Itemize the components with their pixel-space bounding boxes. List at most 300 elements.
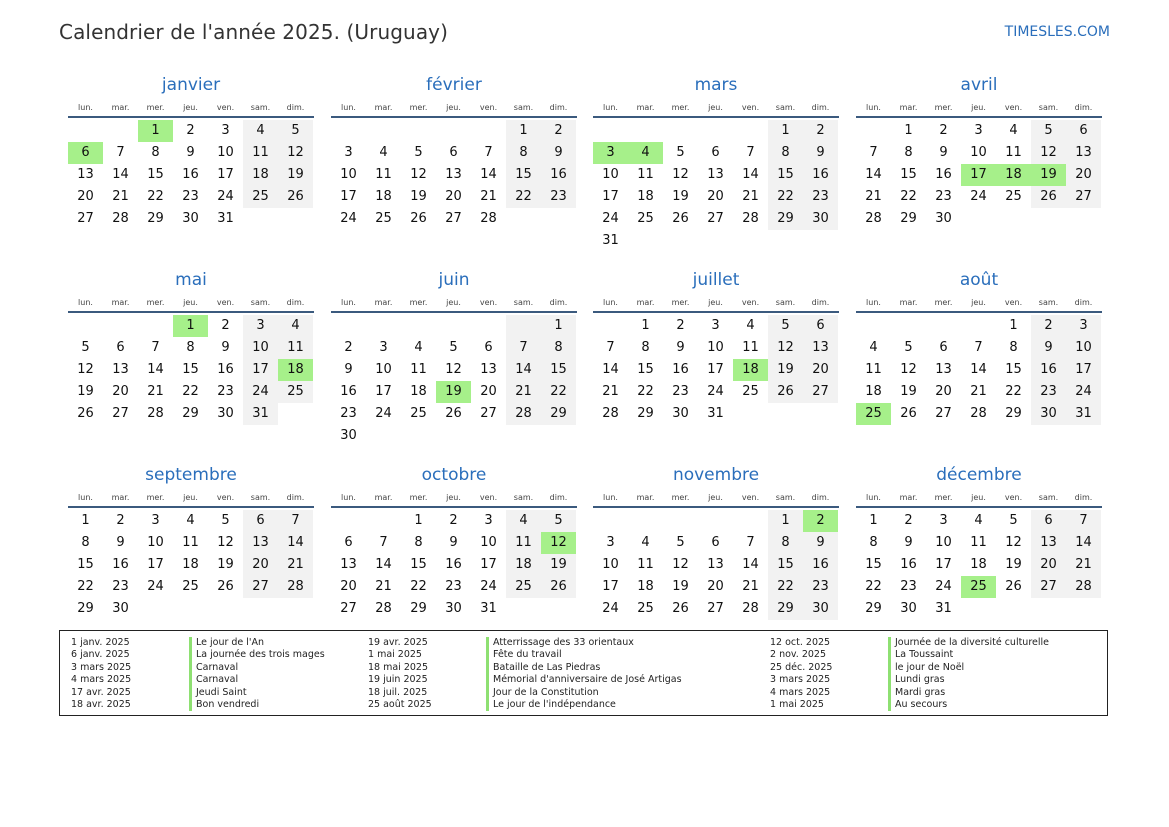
day-cell: 13	[77, 167, 94, 182]
weekday-label: ven.	[479, 103, 498, 112]
day-cell: 9	[186, 145, 195, 160]
brand-link[interactable]: TIMESLES.COM	[1004, 24, 1110, 40]
day-cell: 17	[602, 189, 619, 204]
day-cell: 27	[1066, 186, 1101, 208]
day-cell: 22	[768, 186, 803, 208]
month-block	[593, 269, 839, 425]
day-cell: 26	[900, 406, 917, 421]
legend-row	[71, 662, 325, 674]
day-cell: 15	[768, 554, 803, 576]
weekday-label: sam.	[775, 298, 796, 307]
day-cell: 17	[707, 362, 724, 377]
day-cell: 18	[243, 164, 278, 186]
weekday-label: jeu.	[446, 298, 461, 307]
day-cell: 24	[602, 211, 619, 226]
month-block	[856, 74, 1102, 230]
day-cell: 17	[1066, 359, 1101, 381]
day-cell: 8	[541, 337, 576, 359]
day-cell: 4	[746, 318, 755, 333]
holiday-day: 3	[593, 142, 628, 164]
day-cell: 29	[410, 601, 427, 616]
day-cell: 26	[541, 576, 576, 598]
day-cell: 12	[217, 535, 234, 550]
holiday-date: 18 mai 2025	[368, 661, 429, 673]
day-cell: 2	[541, 120, 576, 142]
day-cell: 24	[1066, 381, 1101, 403]
legend-row	[770, 674, 1049, 686]
month-name: juin	[438, 270, 470, 290]
weekday-label: mar.	[899, 493, 918, 502]
weekday-label: sam.	[1038, 103, 1059, 112]
day-cell: 12	[900, 362, 917, 377]
weekday-label: lun.	[78, 298, 93, 307]
day-cell: 10	[217, 145, 234, 160]
day-cell: 27	[935, 406, 952, 421]
day-cell: 29	[865, 601, 882, 616]
day-cell: 8	[81, 535, 90, 550]
holiday-name: Carnaval	[189, 674, 238, 686]
day-cell: 29	[637, 406, 654, 421]
day-cell: 18	[506, 554, 541, 576]
day-cell: 29	[77, 601, 94, 616]
day-cell: 23	[1031, 381, 1066, 403]
day-cell: 10	[970, 145, 987, 160]
holiday-name: Bataille de Las Piedras	[486, 662, 600, 674]
day-cell: 17	[147, 557, 164, 572]
day-cell: 29	[1005, 406, 1022, 421]
empty-cell	[506, 315, 541, 337]
holiday-date: 4 mars 2025	[71, 674, 132, 686]
day-cell: 12	[672, 167, 689, 182]
day-cell: 8	[869, 535, 878, 550]
day-cell: 27	[243, 576, 278, 598]
day-cell: 18	[182, 557, 199, 572]
empty-cell	[471, 315, 506, 337]
day-cell: 29	[541, 403, 576, 425]
holiday-day: 6	[68, 142, 103, 164]
day-cell: 9	[904, 535, 913, 550]
holiday-name: Bon vendredi	[189, 699, 259, 711]
day-cell: 5	[541, 510, 576, 532]
day-cell: 28	[147, 406, 164, 421]
empty-cell	[366, 510, 401, 532]
day-cell: 12	[672, 557, 689, 572]
weekday-label: jeu.	[446, 493, 461, 502]
day-cell: 22	[637, 384, 654, 399]
holiday-day: 19	[436, 381, 471, 403]
day-cell: 11	[1005, 145, 1022, 160]
empty-cell	[436, 120, 471, 142]
day-cell: 1	[768, 120, 803, 142]
day-cell: 13	[803, 337, 838, 359]
holiday-name: La Toussaint	[888, 649, 953, 661]
day-cell: 19	[900, 384, 917, 399]
weekday-label: sam.	[1038, 298, 1059, 307]
weekday-label: sam.	[250, 493, 271, 502]
weekday-header	[856, 490, 1102, 508]
month-block	[68, 269, 314, 425]
day-cell: 28	[602, 406, 619, 421]
day-cell: 11	[970, 535, 987, 550]
weekday-label: mar.	[899, 103, 918, 112]
day-cell: 23	[900, 579, 917, 594]
day-cell: 16	[541, 164, 576, 186]
day-cell: 2	[803, 120, 838, 142]
day-cell: 16	[803, 554, 838, 576]
holiday-date: 3 mars 2025	[770, 674, 831, 686]
day-cell: 9	[541, 142, 576, 164]
day-cell: 5	[768, 315, 803, 337]
day-cell: 6	[449, 145, 458, 160]
day-cell: 8	[768, 142, 803, 164]
day-cell: 2	[1031, 315, 1066, 337]
day-cell: 23	[445, 579, 462, 594]
day-cell: 11	[375, 167, 392, 182]
day-cell: 13	[445, 167, 462, 182]
month-name: mars	[694, 75, 738, 95]
weekday-label: jeu.	[708, 298, 723, 307]
day-cell: 15	[541, 359, 576, 381]
day-cell: 26	[672, 211, 689, 226]
holiday-day: 25	[961, 576, 996, 598]
day-cell: 13	[707, 557, 724, 572]
holiday-date: 1 mai 2025	[368, 649, 422, 661]
day-cell: 30	[1031, 403, 1066, 425]
legend-row	[368, 674, 682, 686]
day-cell: 1	[1009, 318, 1018, 333]
empty-cell	[628, 510, 663, 532]
day-cell: 30	[900, 601, 917, 616]
legend-row	[770, 687, 1049, 699]
day-cell: 21	[506, 381, 541, 403]
day-cell: 25	[506, 576, 541, 598]
weekday-label: lun.	[603, 103, 618, 112]
day-cell: 30	[445, 601, 462, 616]
day-cell: 15	[1005, 362, 1022, 377]
day-cell: 25	[1005, 189, 1022, 204]
day-cell: 4	[379, 145, 388, 160]
month-name: novembre	[672, 465, 760, 485]
legend-row	[71, 637, 325, 649]
month-name: septembre	[145, 465, 237, 485]
weekday-label: sam.	[775, 103, 796, 112]
weekday-label: lun.	[603, 298, 618, 307]
weekday-label: ven.	[1004, 493, 1023, 502]
day-cell: 26	[278, 186, 313, 208]
day-cell: 3	[1066, 315, 1101, 337]
day-cell: 7	[506, 337, 541, 359]
day-cell: 31	[602, 233, 619, 248]
weekday-label: dim.	[1074, 298, 1093, 307]
day-cell: 14	[742, 167, 759, 182]
day-cell: 20	[935, 384, 952, 399]
day-cell: 1	[641, 318, 650, 333]
holiday-date: 4 mars 2025	[770, 686, 831, 698]
day-cell: 24	[243, 381, 278, 403]
holiday-day: 4	[628, 142, 663, 164]
weekday-label: mer.	[146, 103, 165, 112]
day-cell: 14	[602, 362, 619, 377]
holiday-name: Le jour de l'indépendance	[486, 699, 616, 711]
weekday-label: mer.	[409, 103, 428, 112]
day-cell: 27	[445, 211, 462, 226]
day-cell: 17	[217, 167, 234, 182]
day-cell: 18	[410, 384, 427, 399]
weekday-label: jeu.	[708, 103, 723, 112]
holiday-name: Au secours	[888, 699, 947, 711]
month-name: mai	[175, 270, 207, 290]
holiday-date: 17 avr. 2025	[71, 686, 131, 698]
holiday-date: 1 mai 2025	[770, 698, 824, 710]
day-cell: 28	[112, 211, 129, 226]
holiday-day: 1	[138, 120, 173, 142]
empty-cell	[366, 120, 401, 142]
legend-row	[770, 662, 1049, 674]
day-cell: 15	[410, 557, 427, 572]
day-cell: 13	[935, 362, 952, 377]
day-cell: 27	[707, 211, 724, 226]
day-cell: 11	[637, 557, 654, 572]
day-grid	[331, 510, 577, 620]
month-block	[856, 464, 1102, 620]
holiday-date: 18 avr. 2025	[71, 698, 131, 710]
day-cell: 14	[278, 532, 313, 554]
holiday-day: 12	[541, 532, 576, 554]
holiday-day: 1	[173, 315, 208, 337]
weekday-label: ven.	[1004, 103, 1023, 112]
day-cell: 16	[672, 362, 689, 377]
day-cell: 9	[676, 340, 685, 355]
day-cell: 4	[414, 340, 423, 355]
weekday-label: ven.	[216, 493, 235, 502]
day-cell: 23	[182, 189, 199, 204]
day-cell: 21	[375, 579, 392, 594]
weekday-label: ven.	[479, 493, 498, 502]
holiday-date: 25 août 2025	[368, 698, 432, 710]
day-cell: 5	[676, 535, 685, 550]
day-cell: 22	[768, 576, 803, 598]
day-cell: 4	[1009, 123, 1018, 138]
weekday-header	[856, 295, 1102, 313]
day-cell: 28	[1066, 576, 1101, 598]
month-block	[68, 74, 314, 230]
day-cell: 2	[676, 318, 685, 333]
legend-row	[368, 662, 682, 674]
day-cell: 7	[974, 340, 983, 355]
holiday-day: 17	[961, 164, 996, 186]
day-cell: 15	[865, 557, 882, 572]
legend-row	[368, 649, 682, 661]
day-cell: 3	[243, 315, 278, 337]
day-cell: 17	[340, 189, 357, 204]
month-block	[331, 464, 577, 620]
day-cell: 21	[1066, 554, 1101, 576]
month-name: avril	[960, 75, 998, 95]
day-cell: 14	[506, 359, 541, 381]
empty-cell	[331, 510, 366, 532]
day-cell: 8	[1009, 340, 1018, 355]
day-cell: 18	[375, 189, 392, 204]
day-cell: 16	[1031, 359, 1066, 381]
weekday-label: lun.	[866, 103, 881, 112]
empty-cell	[401, 315, 436, 337]
weekday-label: mar.	[899, 298, 918, 307]
day-cell: 27	[803, 381, 838, 403]
weekday-label: mar.	[111, 103, 130, 112]
day-cell: 12	[1031, 142, 1066, 164]
legend-column-2	[368, 637, 682, 711]
day-cell: 23	[935, 189, 952, 204]
day-cell: 21	[147, 384, 164, 399]
month-name: octobre	[421, 465, 487, 485]
day-cell: 20	[445, 189, 462, 204]
day-cell: 9	[1031, 337, 1066, 359]
day-cell: 2	[449, 513, 458, 528]
day-cell: 14	[480, 167, 497, 182]
holiday-date: 19 juin 2025	[368, 674, 428, 686]
day-cell: 9	[344, 362, 353, 377]
empty-cell	[891, 315, 926, 337]
day-cell: 3	[974, 123, 983, 138]
day-cell: 7	[606, 340, 615, 355]
day-cell: 9	[221, 340, 230, 355]
day-cell: 4	[243, 120, 278, 142]
day-cell: 6	[344, 535, 353, 550]
weekday-label: dim.	[549, 298, 568, 307]
holiday-name: Journée de la diversité culturelle	[888, 637, 1049, 649]
legend-row	[71, 674, 325, 686]
weekday-label: lun.	[866, 298, 881, 307]
weekday-label: lun.	[341, 493, 356, 502]
day-cell: 2	[904, 513, 913, 528]
day-cell: 20	[340, 579, 357, 594]
weekday-label: mer.	[671, 493, 690, 502]
day-cell: 20	[480, 384, 497, 399]
day-cell: 14	[970, 362, 987, 377]
day-grid	[68, 120, 314, 230]
day-cell: 19	[672, 579, 689, 594]
empty-cell	[366, 315, 401, 337]
weekday-label: mer.	[934, 493, 953, 502]
day-cell: 19	[1005, 557, 1022, 572]
day-cell: 22	[900, 189, 917, 204]
day-cell: 18	[637, 189, 654, 204]
weekday-label: mar.	[374, 493, 393, 502]
day-cell: 14	[865, 167, 882, 182]
holiday-name: La journée des trois mages	[189, 649, 325, 661]
day-cell: 11	[506, 532, 541, 554]
holiday-legend	[59, 630, 1108, 716]
day-cell: 25	[637, 211, 654, 226]
month-block	[856, 269, 1102, 425]
day-cell: 8	[151, 145, 160, 160]
weekday-label: dim.	[286, 298, 305, 307]
day-cell: 11	[742, 340, 759, 355]
month-block	[593, 74, 839, 252]
day-cell: 10	[243, 337, 278, 359]
day-cell: 6	[1031, 510, 1066, 532]
day-cell: 23	[803, 186, 838, 208]
weekday-label: mer.	[934, 103, 953, 112]
day-cell: 5	[414, 145, 423, 160]
day-cell: 10	[1066, 337, 1101, 359]
day-cell: 4	[186, 513, 195, 528]
day-cell: 19	[672, 189, 689, 204]
day-cell: 7	[116, 145, 125, 160]
empty-cell	[401, 120, 436, 142]
day-cell: 3	[711, 318, 720, 333]
weekday-label: mar.	[111, 493, 130, 502]
empty-cell	[698, 510, 733, 532]
day-cell: 24	[602, 601, 619, 616]
day-cell: 7	[1066, 510, 1101, 532]
day-cell: 21	[112, 189, 129, 204]
holiday-date: 25 déc. 2025	[770, 661, 833, 673]
empty-cell	[331, 315, 366, 337]
day-cell: 22	[541, 381, 576, 403]
day-cell: 4	[506, 510, 541, 532]
day-cell: 2	[186, 123, 195, 138]
day-cell: 25	[243, 186, 278, 208]
day-cell: 14	[375, 557, 392, 572]
day-cell: 10	[147, 535, 164, 550]
holiday-name: Mardi gras	[888, 687, 945, 699]
weekday-label: ven.	[216, 298, 235, 307]
day-cell: 11	[410, 362, 427, 377]
empty-cell	[138, 315, 173, 337]
day-cell: 7	[151, 340, 160, 355]
day-grid	[331, 120, 577, 230]
day-cell: 30	[803, 208, 838, 230]
day-cell: 4	[974, 513, 983, 528]
legend-column-3	[770, 637, 1049, 711]
day-cell: 23	[217, 384, 234, 399]
day-cell: 9	[803, 142, 838, 164]
weekday-header	[593, 490, 839, 508]
day-cell: 28	[480, 211, 497, 226]
holiday-name: Jour de la Constitution	[486, 687, 599, 699]
weekday-label: lun.	[78, 103, 93, 112]
weekday-label: mar.	[111, 298, 130, 307]
day-cell: 11	[182, 535, 199, 550]
weekday-label: dim.	[811, 493, 830, 502]
day-cell: 20	[1031, 554, 1066, 576]
holiday-name: Jeudi Saint	[189, 687, 247, 699]
day-cell: 8	[904, 145, 913, 160]
holiday-day: 25	[856, 403, 891, 425]
holiday-day: 2	[803, 510, 838, 532]
legend-row	[770, 637, 1049, 649]
empty-cell	[926, 315, 961, 337]
day-cell: 9	[116, 535, 125, 550]
weekday-label: dim.	[811, 298, 830, 307]
holiday-name: Lundi gras	[888, 674, 945, 686]
day-cell: 13	[1031, 532, 1066, 554]
day-cell: 20	[77, 189, 94, 204]
day-cell: 20	[803, 359, 838, 381]
weekday-header	[68, 100, 314, 118]
day-cell: 15	[768, 164, 803, 186]
legend-row	[770, 649, 1049, 661]
weekday-label: mer.	[671, 298, 690, 307]
day-cell: 28	[970, 406, 987, 421]
day-cell: 6	[116, 340, 125, 355]
day-cell: 5	[1031, 120, 1066, 142]
day-cell: 7	[278, 510, 313, 532]
day-cell: 14	[112, 167, 129, 182]
day-cell: 24	[935, 579, 952, 594]
day-cell: 30	[672, 406, 689, 421]
